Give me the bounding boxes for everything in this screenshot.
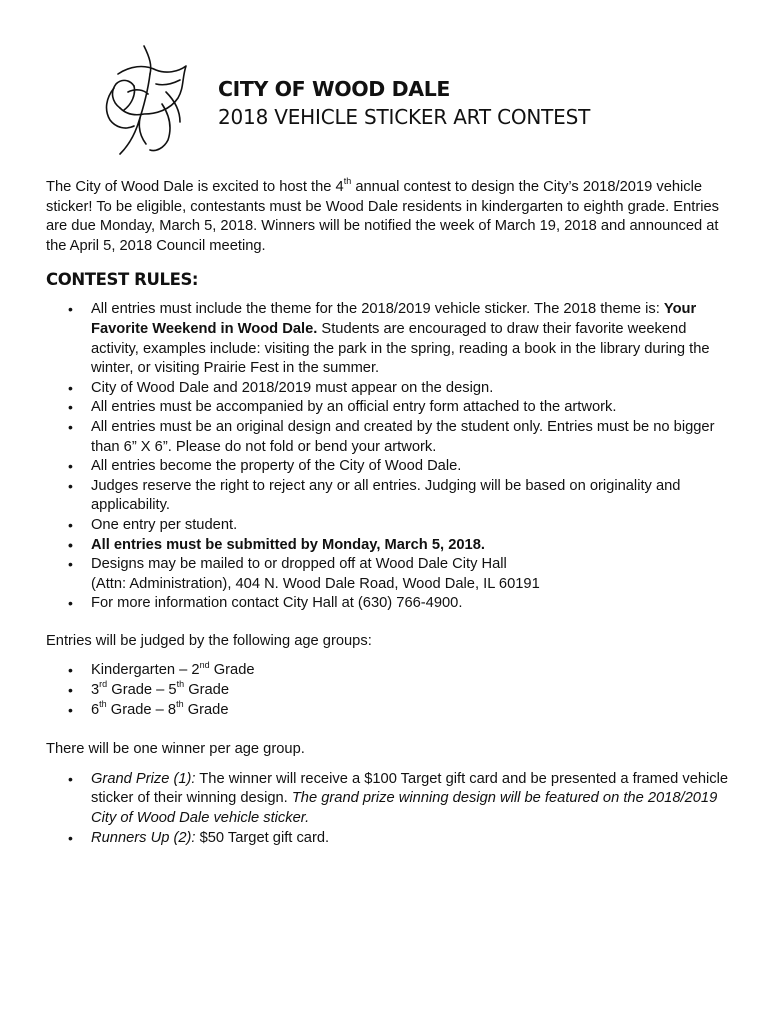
page-subtitle: 2018 VEHICLE STICKER ART CONTEST xyxy=(218,105,591,129)
prizes-intro: There will be one winner per age group. xyxy=(46,741,305,758)
rules-heading: CONTEST RULES: xyxy=(46,270,199,290)
list-item: • Judges reserve the right to reject any or all entries. Judging will be based on originality and applicability. xyxy=(46,477,730,516)
list-item: • City of Wood Dale and 2018/2019 must appear on the design. xyxy=(46,379,730,399)
intro-paragraph: The City of Wood Dale is excited to host the 4th annual contest to design the City’s 2018/2019 vehicle sticker! To be eligible, contestants must be Wood Dale residents in kindergarten to eighth grade. Entries are due Monday, March 5, 2018. Winners will be notified the week of March 19, 2018 and announced at the April 5, 2018 Council meeting. xyxy=(46,176,720,254)
list-item: • All entries become the property of the City of Wood Dale. xyxy=(46,457,730,477)
title-block xyxy=(218,76,590,132)
list-item: • All entries must be accompanied by an official entry form attached to the artwork. xyxy=(46,398,730,418)
rules-list xyxy=(46,300,730,614)
prizes-list xyxy=(46,770,730,848)
list-item: • One entry per student. xyxy=(46,516,730,536)
list-item: • 3rd Grade – 5th Grade xyxy=(46,681,730,701)
list-item: • 6th Grade – 8th Grade xyxy=(46,701,730,721)
document-body xyxy=(46,178,730,866)
list-item: • Grand Prize (1): The winner will receive a $100 Target gift card and be presented a framed vehicle sticker of their winning design. The grand prize winning design will be featured on the 2018/2019 City of Wood Dale vehicle sticker. xyxy=(46,770,730,829)
list-item: • All entries must include the theme for the 2018/2019 vehicle sticker. The 2018 theme is: Your Favorite Weekend in Wood Dale. Students are encouraged to draw their favorite weekend activity, examples include: visiting the park in the spring, reading a book in the library during the winter, or visiting Prairie Fest in the summer. xyxy=(46,300,730,378)
list-item: • All entries must be an original design and created by the student only. Entries must be no bigger than 6” X 6”. Please do not fold or bend your artwork. xyxy=(46,418,730,457)
age-groups-list xyxy=(46,661,730,720)
list-item: • Designs may be mailed to or dropped off at Wood Dale City Hall (Attn: Administration), 404 N. Wood Dale Road, Wood Dale, IL 60191 xyxy=(46,555,730,594)
age-groups-intro: Entries will be judged by the following age groups: xyxy=(46,632,372,649)
list-item: • All entries must be submitted by Monday, March 5, 2018. xyxy=(46,536,730,556)
list-item: • For more information contact City Hall at (630) 766-4900. xyxy=(46,594,730,614)
page-title: CITY OF WOOD DALE xyxy=(218,77,450,101)
leaf-icon xyxy=(100,44,192,156)
list-item: • Runners Up (2): $50 Target gift card. xyxy=(46,829,730,849)
list-item: • Kindergarten – 2nd Grade xyxy=(46,661,730,681)
